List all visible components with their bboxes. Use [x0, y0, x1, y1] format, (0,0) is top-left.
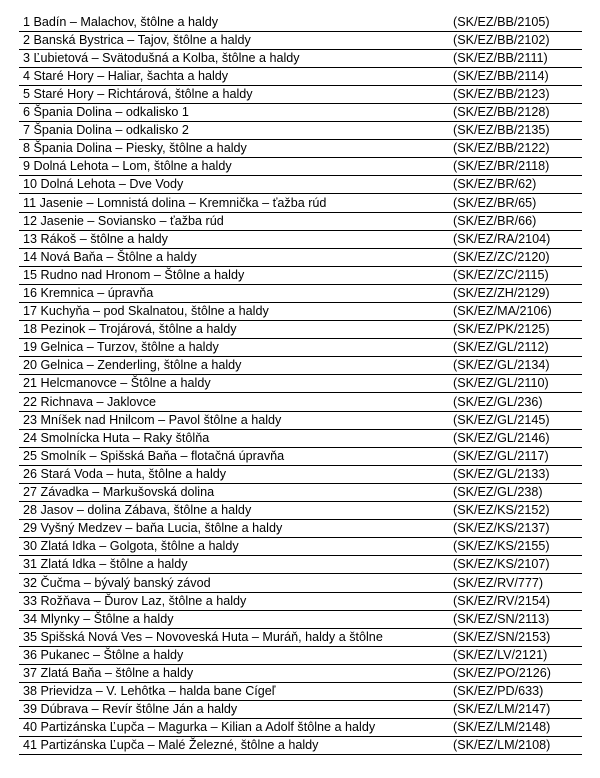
- table-row: [19, 465, 582, 483]
- table-row: [19, 140, 582, 158]
- site-name: 23 Mníšek nad Hnilcom – Pavol štôlne a haldy: [19, 411, 451, 429]
- site-name: 3 Ľubietová – Svätodušná a Kolba, štôlne a haldy: [19, 49, 451, 67]
- site-name: 1 Badín – Malachov, štôlne a haldy: [19, 13, 451, 31]
- table-row: [19, 393, 582, 411]
- table-row: [19, 483, 582, 501]
- table-row: [19, 31, 582, 49]
- site-code: (SK/EZ/RA/2104): [451, 230, 582, 248]
- table-row: [19, 85, 582, 103]
- site-code: (SK/EZ/GL/238): [451, 483, 582, 501]
- table-row: [19, 49, 582, 67]
- site-code: (SK/EZ/BR/66): [451, 212, 582, 230]
- site-code: (SK/EZ/BB/2105): [451, 13, 582, 31]
- site-name: 18 Pezinok – Trojárová, štôlne a haldy: [19, 321, 451, 339]
- table-row: [19, 719, 582, 737]
- site-name: 36 Pukanec – Štôlne a haldy: [19, 646, 451, 664]
- site-name: 20 Gelnica – Zenderling, štôlne a haldy: [19, 357, 451, 375]
- table-row: [19, 103, 582, 121]
- site-code: (SK/EZ/LV/2121): [451, 646, 582, 664]
- site-name: 2 Banská Bystrica – Tajov, štôlne a haldy: [19, 31, 451, 49]
- site-code: (SK/EZ/KS/2155): [451, 538, 582, 556]
- table-row: [19, 303, 582, 321]
- site-name: 30 Zlatá Idka – Golgota, štôlne a haldy: [19, 538, 451, 556]
- site-name: 12 Jasenie – Soviansko – ťažba rúd: [19, 212, 451, 230]
- site-name: 26 Stará Voda – huta, štôlne a haldy: [19, 465, 451, 483]
- site-name: 14 Nová Baňa – Štôlne a haldy: [19, 248, 451, 266]
- table-row: [19, 682, 582, 700]
- site-code: (SK/EZ/GL/2133): [451, 465, 582, 483]
- site-code: (SK/EZ/GL/2146): [451, 429, 582, 447]
- site-list-table: [19, 13, 582, 755]
- table-row: [19, 574, 582, 592]
- table-row: [19, 212, 582, 230]
- site-name: 32 Čučma – bývalý banský závod: [19, 574, 451, 592]
- site-name: 11 Jasenie – Lomnistá dolina – Kremnička – ťažba rúd: [19, 194, 451, 212]
- site-name: 8 Špania Dolina – Piesky, štôlne a haldy: [19, 140, 451, 158]
- site-code: (SK/EZ/RV/2154): [451, 592, 582, 610]
- site-code: (SK/EZ/LM/2108): [451, 737, 582, 755]
- site-code: (SK/EZ/BB/2135): [451, 122, 582, 140]
- table-row: [19, 248, 582, 266]
- site-code: (SK/EZ/BB/2102): [451, 31, 582, 49]
- site-code: (SK/EZ/BR/65): [451, 194, 582, 212]
- site-name: 31 Zlatá Idka – štôlne a haldy: [19, 556, 451, 574]
- site-code: (SK/EZ/GL/2145): [451, 411, 582, 429]
- table-row: [19, 701, 582, 719]
- table-row: [19, 284, 582, 302]
- site-name: 27 Závadka – Markušovská dolina: [19, 483, 451, 501]
- site-name: 21 Helcmanovce – Štôlne a haldy: [19, 375, 451, 393]
- site-code: (SK/EZ/BB/2128): [451, 103, 582, 121]
- site-name: 25 Smolník – Spišská Baňa – flotačná úpravňa: [19, 447, 451, 465]
- site-code: (SK/EZ/SN/2153): [451, 628, 582, 646]
- table-row: [19, 556, 582, 574]
- table-row: [19, 158, 582, 176]
- site-name: 29 Vyšný Medzev – baňa Lucia, štôlne a haldy: [19, 520, 451, 538]
- table-row: [19, 447, 582, 465]
- site-code: (SK/EZ/KS/2152): [451, 502, 582, 520]
- site-name: 38 Prievidza – V. Lehôtka – halda bane Cígeľ: [19, 682, 451, 700]
- table-row: [19, 411, 582, 429]
- site-name: 24 Smolnícka Huta – Raky štôlňa: [19, 429, 451, 447]
- site-name: 6 Špania Dolina – odkalisko 1: [19, 103, 451, 121]
- site-code: (SK/EZ/PK/2125): [451, 321, 582, 339]
- table-row: [19, 357, 582, 375]
- table-row: [19, 628, 582, 646]
- site-name: 7 Špania Dolina – odkalisko 2: [19, 122, 451, 140]
- site-name: 5 Staré Hory – Richtárová, štôlne a haldy: [19, 85, 451, 103]
- site-code: (SK/EZ/RV/777): [451, 574, 582, 592]
- site-code: (SK/EZ/BB/2111): [451, 49, 582, 67]
- table-row: [19, 67, 582, 85]
- site-code: (SK/EZ/ZC/2115): [451, 266, 582, 284]
- table-row: [19, 664, 582, 682]
- table-row: [19, 13, 582, 31]
- table-row: [19, 194, 582, 212]
- site-list-sheet: [19, 13, 582, 755]
- site-name: 37 Zlatá Baňa – štôlne a haldy: [19, 664, 451, 682]
- site-name: 13 Rákoš – štôlne a haldy: [19, 230, 451, 248]
- site-name: 10 Dolná Lehota – Dve Vody: [19, 176, 451, 194]
- site-name: 9 Dolná Lehota – Lom, štôlne a haldy: [19, 158, 451, 176]
- table-row: [19, 610, 582, 628]
- site-code: (SK/EZ/GL/2112): [451, 339, 582, 357]
- site-name: 33 Rožňava – Ďurov Laz, štôlne a haldy: [19, 592, 451, 610]
- site-code: (SK/EZ/GL/2134): [451, 357, 582, 375]
- site-code: (SK/EZ/ZH/2129): [451, 284, 582, 302]
- site-code: (SK/EZ/BB/2114): [451, 67, 582, 85]
- site-code: (SK/EZ/SN/2113): [451, 610, 582, 628]
- table-row: [19, 737, 582, 755]
- site-code: (SK/EZ/GL/236): [451, 393, 582, 411]
- site-code: (SK/EZ/GL/2117): [451, 447, 582, 465]
- table-row: [19, 520, 582, 538]
- site-name: 15 Rudno nad Hronom – Štôlne a haldy: [19, 266, 451, 284]
- site-name: 17 Kuchyňa – pod Skalnatou, štôlne a haldy: [19, 303, 451, 321]
- site-code: (SK/EZ/BR/62): [451, 176, 582, 194]
- site-code: (SK/EZ/PD/633): [451, 682, 582, 700]
- site-name: 4 Staré Hory – Haliar, šachta a haldy: [19, 67, 451, 85]
- site-name: 16 Kremnica – úpravňa: [19, 284, 451, 302]
- site-code: (SK/EZ/BB/2122): [451, 140, 582, 158]
- site-code: (SK/EZ/GL/2110): [451, 375, 582, 393]
- site-name: 28 Jasov – dolina Zábava, štôlne a haldy: [19, 502, 451, 520]
- site-list-body: [19, 13, 582, 755]
- site-code: (SK/EZ/KS/2107): [451, 556, 582, 574]
- site-name: 19 Gelnica – Turzov, štôlne a haldy: [19, 339, 451, 357]
- site-code: (SK/EZ/LM/2148): [451, 719, 582, 737]
- table-row: [19, 230, 582, 248]
- table-row: [19, 429, 582, 447]
- table-row: [19, 538, 582, 556]
- table-row: [19, 646, 582, 664]
- site-code: (SK/EZ/BB/2123): [451, 85, 582, 103]
- table-row: [19, 375, 582, 393]
- site-code: (SK/EZ/ZC/2120): [451, 248, 582, 266]
- site-code: (SK/EZ/BR/2118): [451, 158, 582, 176]
- site-name: 34 Mlynky – Štôlne a haldy: [19, 610, 451, 628]
- site-name: 40 Partizánska Ľupča – Magurka – Kilian a Adolf štôlne a haldy: [19, 719, 451, 737]
- site-name: 35 Spišská Nová Ves – Novoveská Huta – Muráň, haldy a štôlne: [19, 628, 451, 646]
- site-code: (SK/EZ/KS/2137): [451, 520, 582, 538]
- site-name: 22 Richnava – Jaklovce: [19, 393, 451, 411]
- site-code: (SK/EZ/LM/2147): [451, 701, 582, 719]
- site-name: 39 Dúbrava – Revír štôlne Ján a haldy: [19, 701, 451, 719]
- site-code: (SK/EZ/PO/2126): [451, 664, 582, 682]
- site-code: (SK/EZ/MA/2106): [451, 303, 582, 321]
- table-row: [19, 122, 582, 140]
- site-name: 41 Partizánska Ľupča – Malé Železné, štôlne a haldy: [19, 737, 451, 755]
- table-row: [19, 592, 582, 610]
- table-row: [19, 321, 582, 339]
- table-row: [19, 266, 582, 284]
- table-row: [19, 502, 582, 520]
- table-row: [19, 176, 582, 194]
- table-row: [19, 339, 582, 357]
